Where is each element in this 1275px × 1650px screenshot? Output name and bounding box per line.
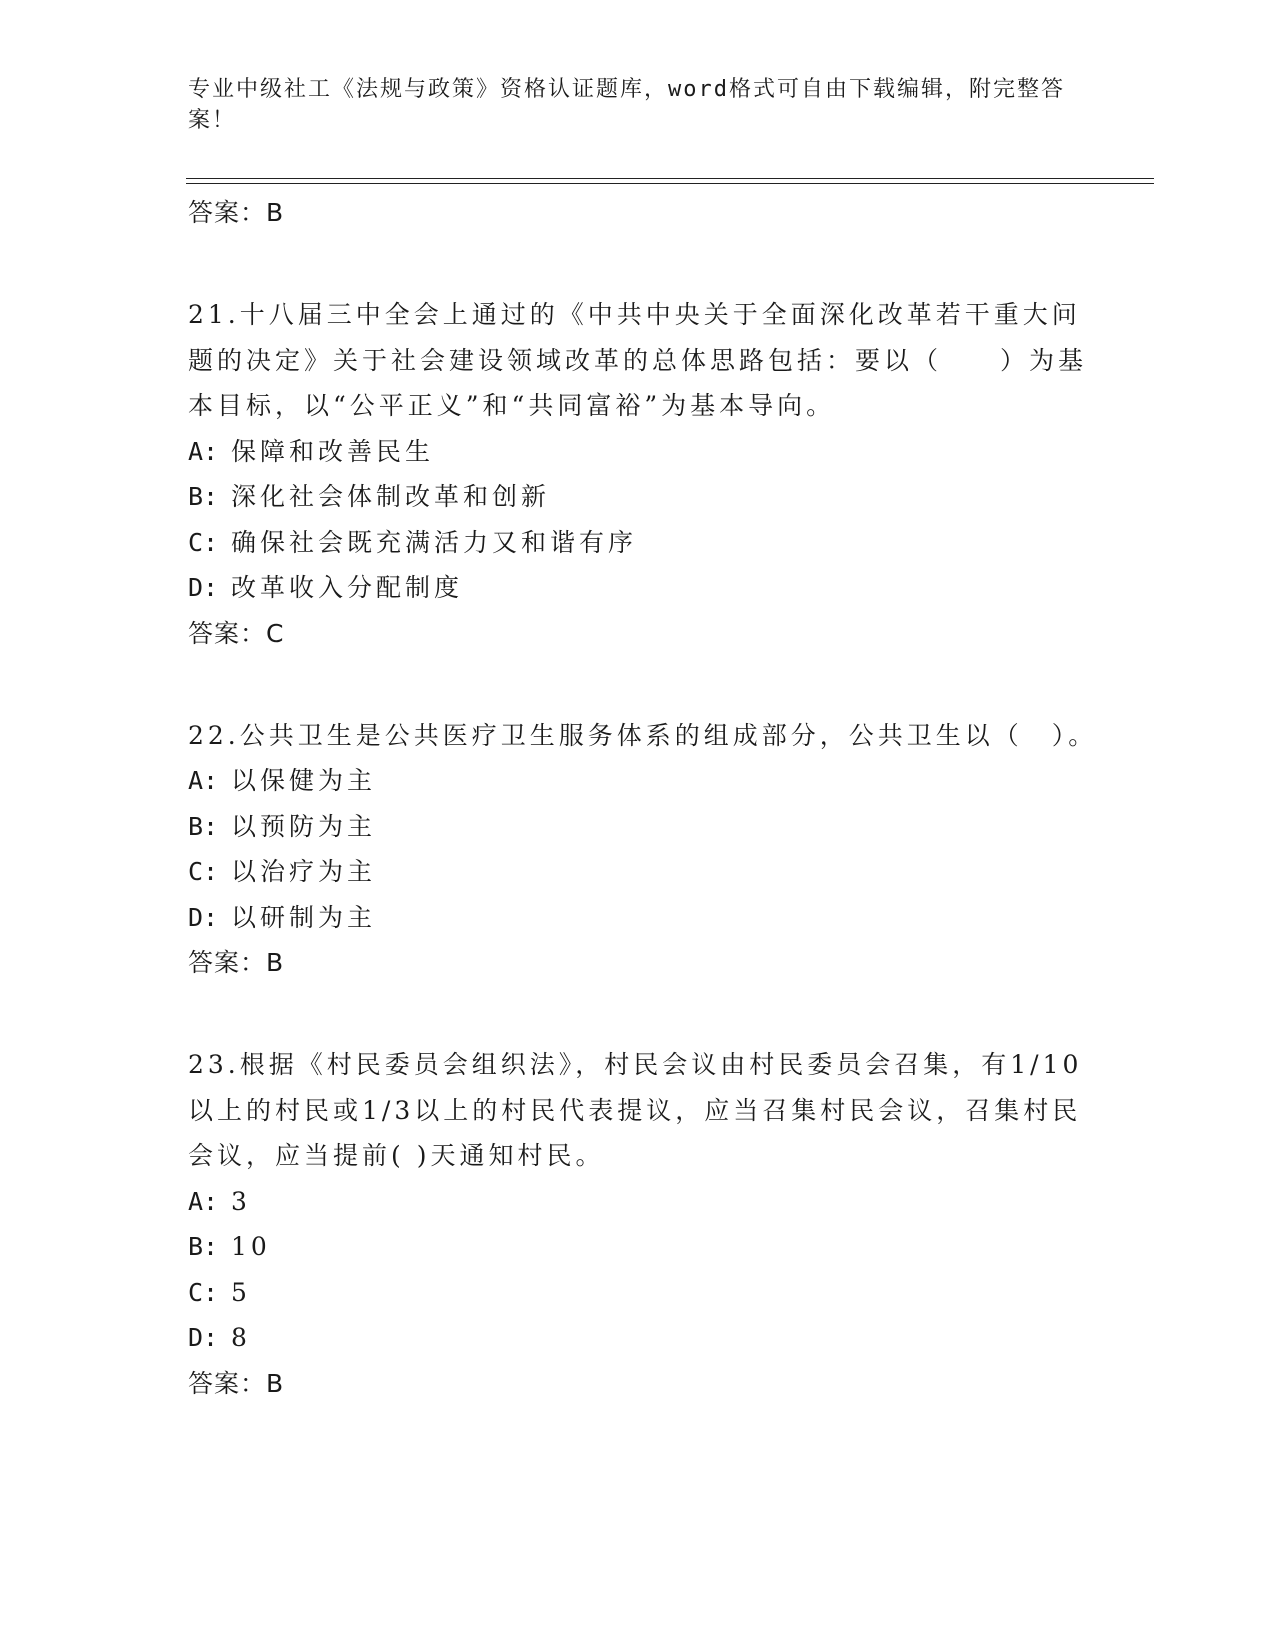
option-a <box>188 758 1108 804</box>
option-text: 以保健为主 <box>231 766 377 795</box>
question-stem: 22.公共卫生是公共医疗卫生服务体系的组成部分，公共卫生以（ ）。 <box>188 720 1098 750</box>
option-c <box>188 1270 1108 1316</box>
option-key: D: <box>188 573 219 602</box>
question-answer: 答案：B <box>188 1368 285 1398</box>
option-text: 以研制为主 <box>231 902 377 932</box>
question-answer: 答案：B <box>188 948 285 977</box>
option-text: 确保社会既充满活力又和谐有序 <box>231 527 638 557</box>
option-text: 5 <box>231 1277 251 1307</box>
option-key: A: <box>188 436 219 466</box>
header-divider <box>186 178 1154 184</box>
option-key: D: <box>188 1323 219 1352</box>
option-d <box>188 565 1108 611</box>
option-d <box>188 1315 1108 1361</box>
option-a <box>188 1179 1108 1225</box>
question-23 <box>188 1042 1108 1406</box>
option-text: 以预防为主 <box>231 811 377 841</box>
question-answer: 答案：C <box>188 618 285 648</box>
option-d <box>188 895 1108 941</box>
option-text: 改革收入分配制度 <box>231 573 464 602</box>
option-text: 10 <box>231 1232 271 1261</box>
previous-answer: 答案：B <box>188 198 285 227</box>
option-key: C: <box>188 857 219 886</box>
option-a <box>188 429 1108 475</box>
option-key: B: <box>188 1232 219 1261</box>
question-stem: 21.十八届三中全会上通过的《中共中央关于全面深化改革若干重大问题的决定》关于社会建设领域改革的总体思路包括：要以（ ）为基本目标，以“公平正义”和“共同富裕”为基本导向。 <box>188 300 1088 420</box>
option-text: 以治疗为主 <box>231 857 377 886</box>
option-key: C: <box>188 1277 219 1307</box>
question-22 <box>188 713 1108 986</box>
question-21 <box>188 292 1108 656</box>
option-b <box>188 1224 1108 1270</box>
document-body <box>188 190 1108 1406</box>
option-b <box>188 474 1108 520</box>
option-c <box>188 849 1108 895</box>
option-key: B: <box>188 811 219 841</box>
option-key: A: <box>188 1186 219 1216</box>
option-b <box>188 804 1108 850</box>
option-text: 保障和改善民生 <box>231 436 435 466</box>
option-key: D: <box>188 902 219 932</box>
option-key: A: <box>188 766 219 795</box>
question-stem: 23.根据《村民委员会组织法》，村民会议由村民委员会召集，有1/10以上的村民或1/3以上的村民代表提议，应当召集村民会议，召集村民会议，应当提前( )天通知村民。 <box>188 1050 1083 1170</box>
option-key: C: <box>188 527 219 557</box>
option-c <box>188 520 1108 566</box>
page-header: 专业中级社工《法规与政策》资格认证题库，word格式可自由下载编辑，附完整答案！ <box>188 77 1065 133</box>
option-text: 8 <box>231 1323 251 1352</box>
option-text: 深化社会体制改革和创新 <box>231 482 551 511</box>
option-key: B: <box>188 482 219 511</box>
option-text: 3 <box>231 1186 251 1216</box>
